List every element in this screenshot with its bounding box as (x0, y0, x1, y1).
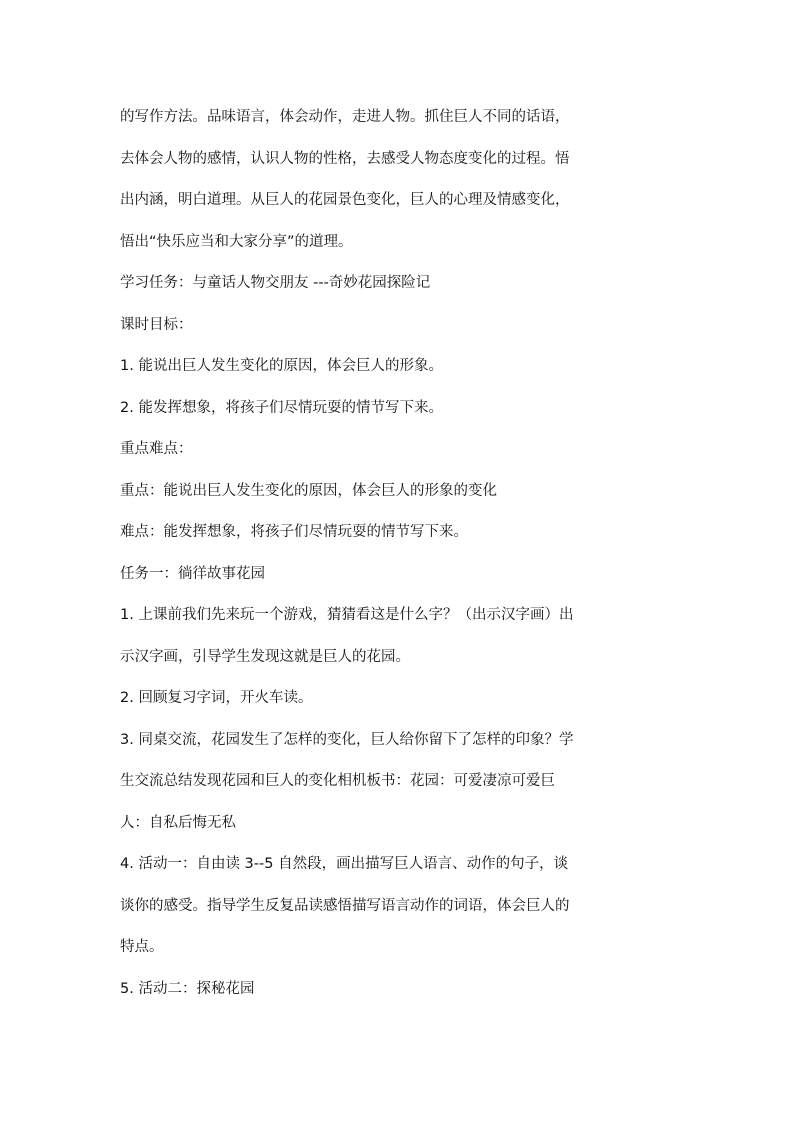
activity-line: 5. 活动二：探秘花园 (120, 980, 255, 997)
paragraph-line: 悟出“快乐应当和大家分享”的道理。 (120, 233, 353, 250)
paragraph-line: 去体会人物的感情，认识人物的性格，去感受人物态度变化的过程。悟 (120, 150, 570, 167)
key-point-line: 重点：能说出巨人发生变化的原因，体会巨人的形象的变化 (120, 482, 497, 499)
step-line: 1. 上课前我们先来玩一个游戏，猜猜看这是什么字？（出示汉字画）出 (120, 607, 574, 623)
step-line: 生交流总结发现花园和巨人的变化相机板书：花园：可爱凄凉可爱巨 (120, 773, 555, 789)
activity-line: 4. 活动一：自由读 3--5 自然段，画出描写巨人语言、动作的句子，谈 (120, 856, 569, 872)
step-line: 2. 回顾复习字词，开火车读。 (120, 690, 313, 706)
task-one-heading: 任务一：徜徉故事花园 (120, 565, 265, 582)
task-heading: 学习任务：与童话人物交朋友 ---奇妙花园探险记 (120, 275, 431, 291)
paragraph-line: 出内涵，明白道理。从巨人的花园景色变化，巨人的心理及情感变化， (120, 192, 570, 208)
activity-line: 特点。 (120, 939, 164, 955)
step-line: 示汉字画，引导学生发现这就是巨人的花园。 (120, 648, 410, 665)
difficulty-line: 难点：能发挥想象，将孩子们尽情玩耍的情节写下来。 (120, 524, 468, 540)
step-line: 3. 同桌交流，花园发生了怎样的变化，巨人给你留下了怎样的印象？学 (120, 731, 574, 748)
activity-line: 谈你的感受。指导学生反复品读感悟描写语言动作的词语，体会巨人的 (120, 897, 570, 914)
document-body (120, 102, 680, 1015)
step-line: 人：自私后悔无私 (120, 814, 236, 831)
objective-item: 2. 能发挥想象，将孩子们尽情玩耍的情节写下来。 (120, 399, 443, 416)
section-heading-key-points: 重点难点： (120, 441, 193, 457)
paragraph-line: 的写作方法。品味语言，体会动作，走进人物。抓住巨人不同的话语， (120, 109, 570, 125)
section-heading-objectives: 课时目标： (120, 316, 193, 333)
objective-item: 1. 能说出巨人发生变化的原因，体会巨人的形象。 (120, 358, 443, 374)
